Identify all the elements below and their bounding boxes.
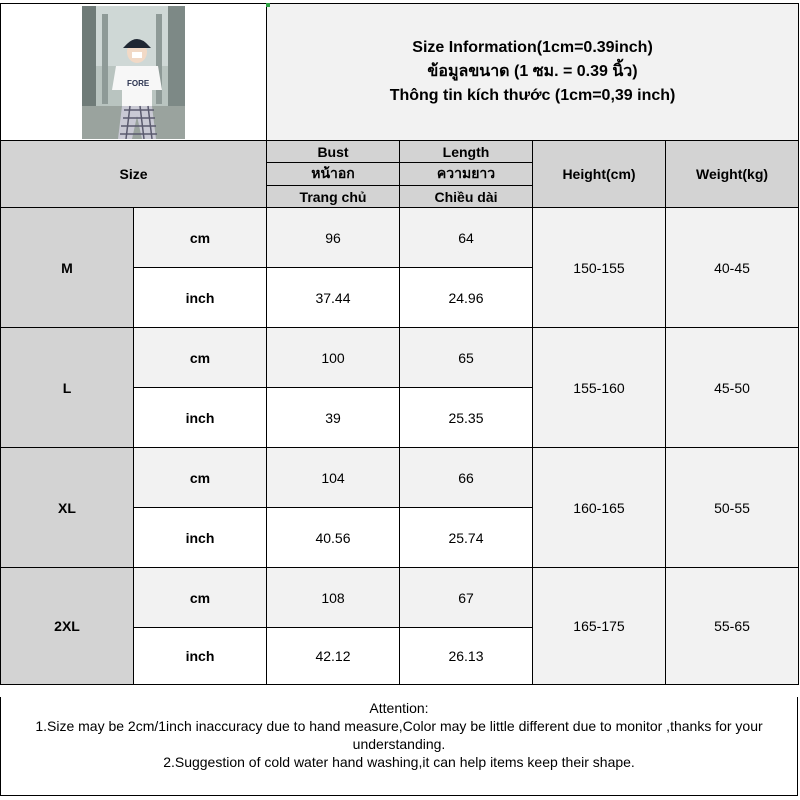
shirt-text: FORE <box>127 78 150 88</box>
bust-inch-value: 40.56 <box>267 508 400 568</box>
size-label: 2XL <box>1 568 134 685</box>
size-label: L <box>1 328 134 448</box>
length-header-th: ความยาว <box>400 163 533 186</box>
attention-line-2: 2.Suggestion of cold water hand washing,it can help items keep their shape. <box>163 754 635 770</box>
length-inch-value: 25.74 <box>400 508 533 568</box>
bust-header-en: Bust <box>267 141 400 163</box>
model-photo-icon <box>82 6 185 139</box>
bust-header-th: หน้าอก <box>267 163 400 186</box>
length-header-vi: Chiều dài <box>400 186 533 208</box>
length-cm-value: 66 <box>400 448 533 508</box>
height-value: 150-155 <box>533 208 666 328</box>
title-vietnamese: Thông tin kích thước (1cm=0,39 inch) <box>389 87 676 104</box>
length-cm-value: 64 <box>400 208 533 268</box>
unit-inch-label: inch <box>134 268 267 328</box>
title-thai: ข้อมูลขนาด (1 ซม. = 0.39 นิ้ว) <box>427 63 638 80</box>
height-value: 165-175 <box>533 568 666 685</box>
length-inch-value: 24.96 <box>400 268 533 328</box>
bust-inch-value: 37.44 <box>267 268 400 328</box>
size-chart-table <box>0 3 799 685</box>
length-cm-value: 65 <box>400 328 533 388</box>
length-cm-value: 67 <box>400 568 533 628</box>
unit-inch-label: inch <box>134 388 267 448</box>
unit-cm-label: cm <box>134 208 267 268</box>
bust-inch-value: 39 <box>267 388 400 448</box>
weight-value: 55-65 <box>666 568 799 685</box>
attention-heading: Attention: <box>369 700 429 716</box>
size-header: Size <box>1 141 267 208</box>
attention-note <box>0 697 798 796</box>
length-header-en: Length <box>400 141 533 163</box>
attention-line-1: 1.Size may be 2cm/1inch inaccuracy due to hand measure,Color may be little different due to monitor ,thanks for your understanding. <box>35 718 763 752</box>
weight-value: 40-45 <box>666 208 799 328</box>
unit-cm-label: cm <box>134 568 267 628</box>
bust-header-vi: Trang chủ <box>267 186 400 208</box>
unit-inch-label: inch <box>134 508 267 568</box>
length-inch-value: 25.35 <box>400 388 533 448</box>
bust-inch-value: 42.12 <box>267 628 400 685</box>
corner-marker <box>266 3 270 7</box>
height-value: 160-165 <box>533 448 666 568</box>
height-header: Height(cm) <box>533 141 666 208</box>
weight-value: 50-55 <box>666 448 799 568</box>
height-value: 155-160 <box>533 328 666 448</box>
bust-cm-value: 100 <box>267 328 400 388</box>
title-english: Size Information(1cm=0.39inch) <box>412 39 653 56</box>
unit-cm-label: cm <box>134 328 267 388</box>
bust-cm-value: 108 <box>267 568 400 628</box>
unit-inch-label: inch <box>134 628 267 685</box>
model-photo <box>82 6 185 139</box>
size-label: M <box>1 208 134 328</box>
model-photo-cell <box>1 4 267 141</box>
weight-value: 45-50 <box>666 328 799 448</box>
bust-cm-value: 104 <box>267 448 400 508</box>
size-info-title-cell <box>267 4 799 141</box>
size-label: XL <box>1 448 134 568</box>
weight-header: Weight(kg) <box>666 141 799 208</box>
bust-cm-value: 96 <box>267 208 400 268</box>
length-inch-value: 26.13 <box>400 628 533 685</box>
unit-cm-label: cm <box>134 448 267 508</box>
